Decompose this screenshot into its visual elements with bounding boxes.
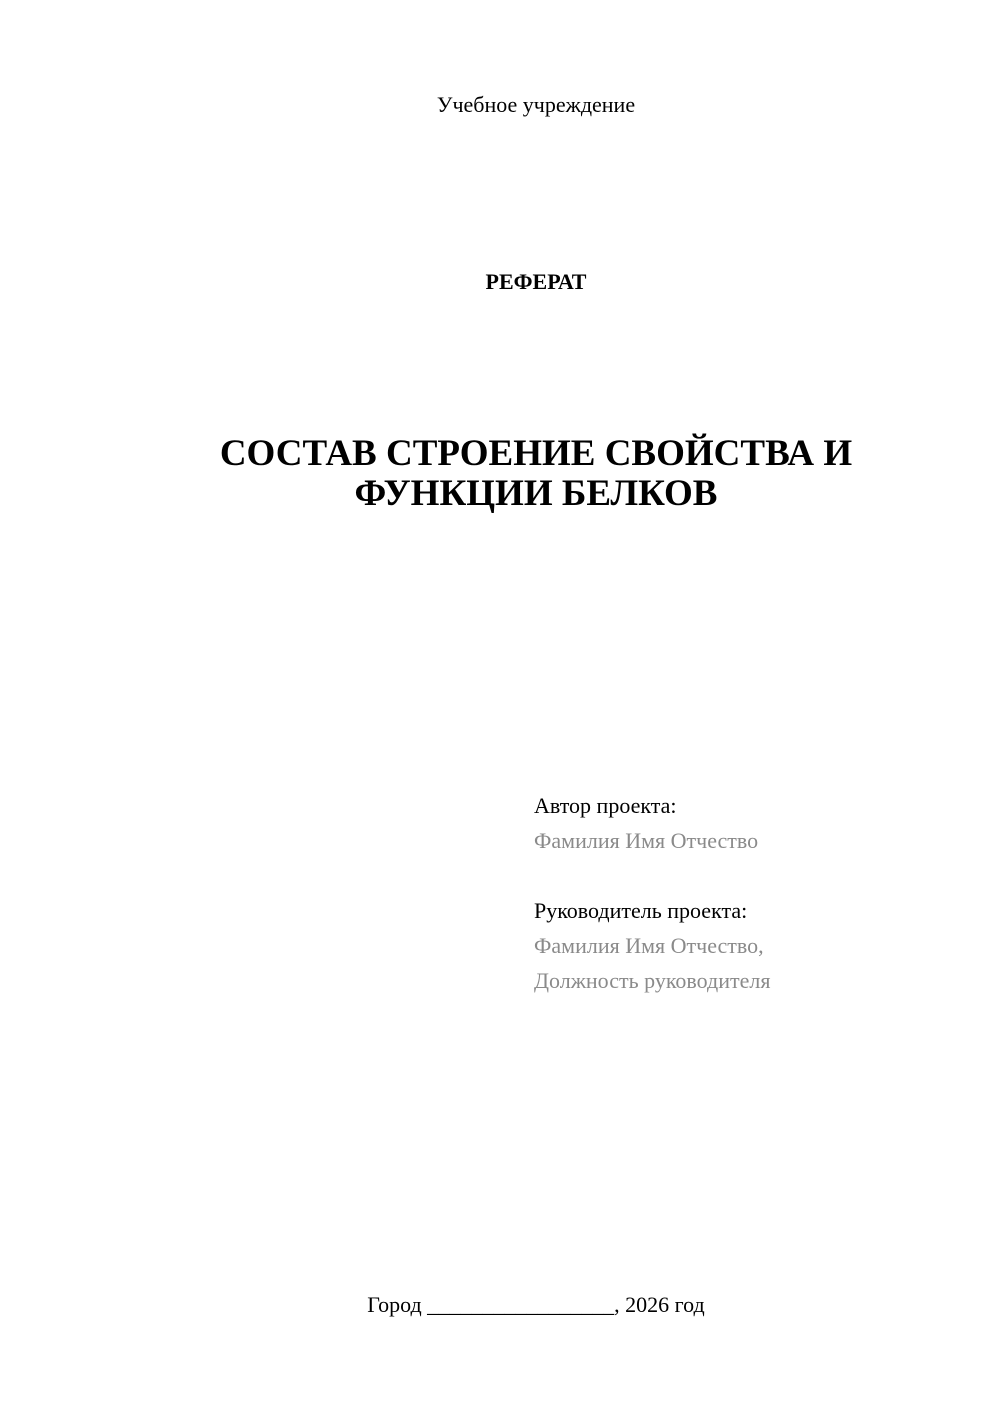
supervisor-label: Руководитель проекта: <box>534 898 748 923</box>
supervisor-name: Фамилия Имя Отчество, <box>534 933 764 958</box>
author-label: Автор проекта: <box>534 793 677 818</box>
document-title-line-1: СОСТАВ СТРОЕНИЕ СВОЙСТВА И <box>219 433 853 474</box>
project-info <box>534 788 770 998</box>
author-name: Фамилия Имя Отчество <box>534 828 759 853</box>
supervisor-position: Должность руководителя <box>534 968 771 993</box>
info-spacer <box>534 858 770 893</box>
document-type: РЕФЕРАТ <box>485 269 587 294</box>
city-year-line: Город _________________, 2026 год <box>367 1292 705 1317</box>
institution-name: Учебное учреждение <box>436 92 636 117</box>
document-title <box>0 434 1000 514</box>
document-title-line-2: ФУНКЦИИ БЕЛКОВ <box>354 473 718 514</box>
